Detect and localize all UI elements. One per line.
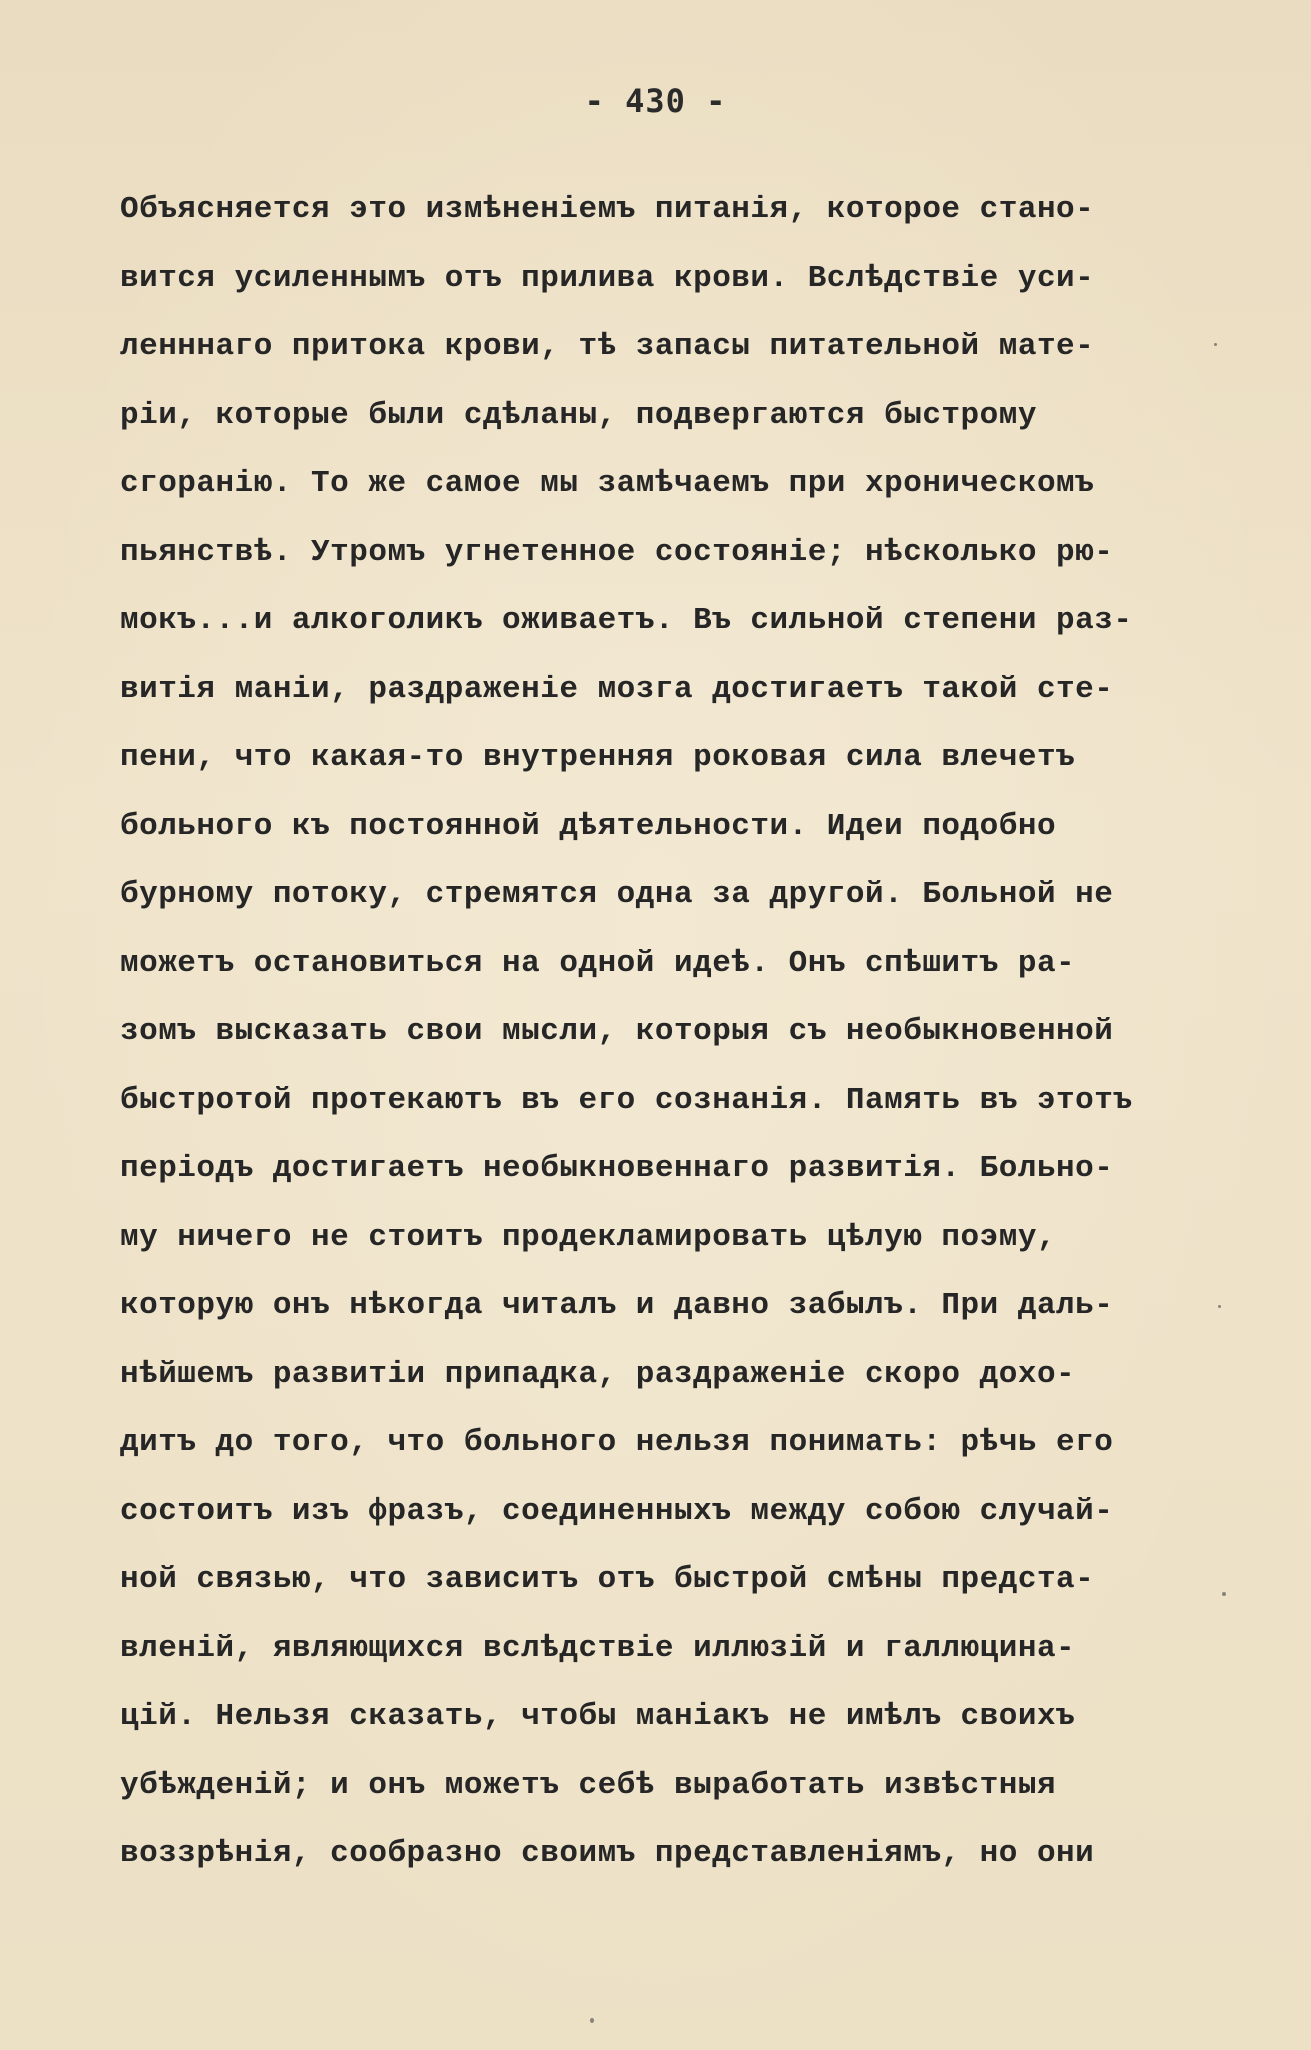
text-line: быстротой протекаютъ въ его сознанія. Память въ этотъ <box>120 1082 1133 1118</box>
text-line: бурному потоку, стремятся одна за другой. Больной не <box>120 877 1114 912</box>
text-line: состоитъ изъ фразъ, соединенныхъ между собою случай- <box>120 1493 1114 1529</box>
text-line: можетъ остановиться на одной идеѣ. Онъ спѣшитъ ра- <box>120 945 1076 981</box>
paper-speck <box>1222 1592 1226 1596</box>
paper-speck <box>1218 1305 1221 1308</box>
text-line: убѣжденій; и онъ можетъ себѣ выработать извѣстныя <box>120 1767 1057 1803</box>
page-number: - 430 - <box>584 82 727 120</box>
text-line: му ничего не стоитъ продекламировать цѣлую поэму, <box>120 1219 1057 1255</box>
text-line: витія маніи, раздраженіе мозга достигаетъ такой сте- <box>120 671 1114 707</box>
text-line: Объясняется это измѣненіемъ питанія, которое стано- <box>120 192 1095 227</box>
text-line: ріи, которые были сдѣланы, подвергаются быстрому <box>120 397 1037 433</box>
text-line: сгоранію. То же самое мы замѣчаемъ при хроническомъ <box>120 466 1095 501</box>
text-line: воззрѣнія, сообразно своимъ представленіямъ, но они <box>120 1836 1095 1871</box>
text-line: пени, что какая-то внутренняя роковая сила влечетъ <box>120 740 1076 775</box>
text-line: больного къ постоянной дѣятельности. Идеи подобно <box>120 808 1057 844</box>
text-line: пьянствѣ. Утромъ угнетенное состояніе; нѣсколько рю- <box>120 534 1114 570</box>
text-line: періодъ достигаетъ необыкновеннаго развитія. Больно- <box>120 1151 1114 1186</box>
text-line: вленій, являющихся вслѣдствіе иллюзій и галлюцина- <box>120 1630 1076 1666</box>
paper-speck <box>1214 343 1217 346</box>
text-line: нѣйшемъ развитіи припадка, раздраженіе скоро дохо- <box>120 1356 1076 1392</box>
text-line: ленннаго притока крови, тѣ запасы питательной мате- <box>120 329 1095 364</box>
paper-speck <box>590 2018 594 2023</box>
text-line: зомъ высказать свои мысли, которыя съ необыкновенной <box>120 1014 1114 1049</box>
text-line: вится усиленнымъ отъ прилива крови. Вслѣдствіе уси- <box>120 260 1095 296</box>
text-line: которую онъ нѣкогда читалъ и давно забылъ. При даль- <box>120 1288 1114 1323</box>
text-line: дитъ до того, что больного нельзя понимать: рѣчь его <box>120 1425 1114 1460</box>
text-line: мокъ...и алкоголикъ оживаетъ. Въ сильной степени раз- <box>120 603 1133 638</box>
text-line: цій. Нельзя сказать, чтобы маніакъ не имѣлъ своихъ <box>120 1699 1076 1734</box>
text-line: ной связью, что зависитъ отъ быстрой смѣны предста- <box>120 1562 1095 1597</box>
body-text <box>120 188 1230 1901</box>
